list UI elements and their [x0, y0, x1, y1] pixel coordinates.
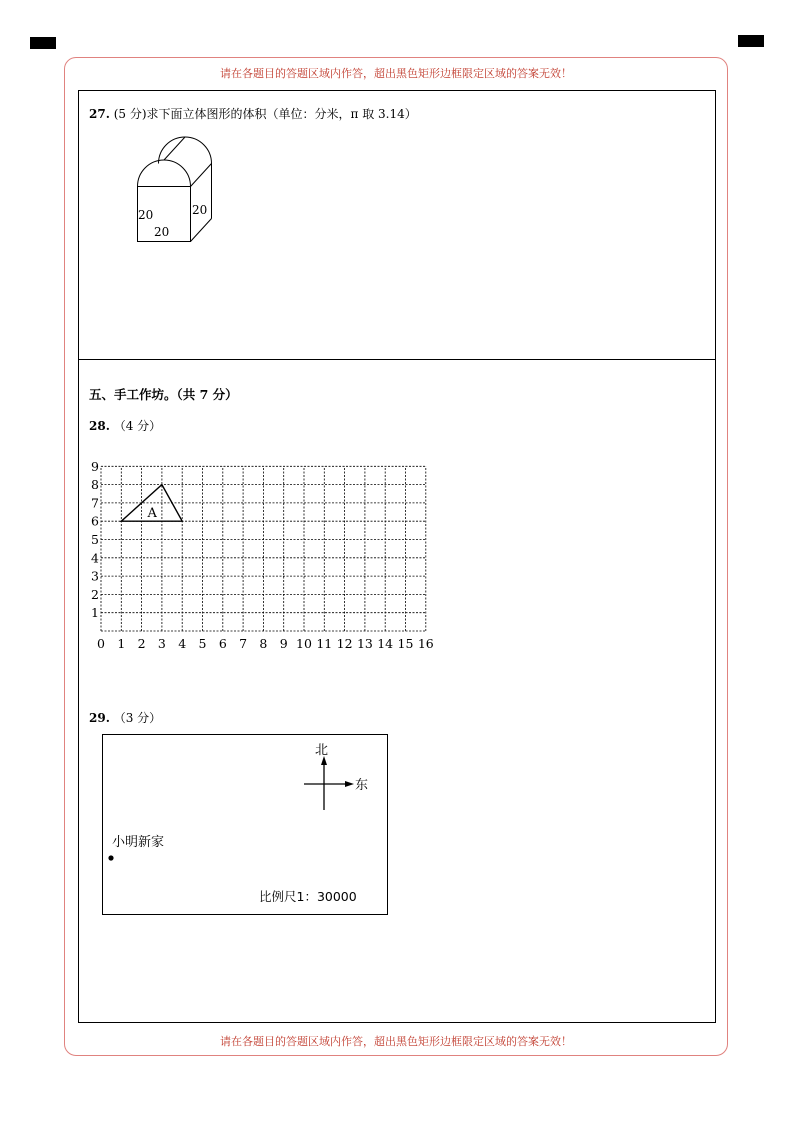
- compass-north-label: 北: [315, 743, 329, 758]
- q28-points: （4 分）: [113, 419, 162, 433]
- q27-number: 27.: [89, 107, 110, 121]
- top-edge: [164, 137, 185, 160]
- q29-number: 29.: [89, 711, 110, 725]
- x-tick-label: 10: [296, 636, 312, 651]
- x-tick-label: 14: [377, 636, 394, 651]
- y-tick-label: 1: [91, 605, 99, 621]
- y-tick-label: 9: [91, 458, 99, 474]
- y-tick-label: 6: [91, 513, 99, 529]
- x-tick-label: 0: [97, 636, 105, 651]
- y-tick-label: 8: [91, 477, 99, 493]
- x-tick-label: 6: [218, 636, 227, 651]
- dim-depth: 20: [192, 203, 208, 217]
- x-tick-label: 13: [356, 636, 373, 651]
- dim-width: 20: [154, 225, 170, 239]
- x-tick-label: 2: [137, 636, 146, 651]
- q29-points: （3 分）: [113, 711, 162, 725]
- q29-map: [102, 734, 391, 916]
- east-arrow-icon: [345, 781, 354, 787]
- q27-header: [89, 105, 417, 122]
- x-tick-label: 3: [157, 636, 166, 651]
- y-tick-label: 4: [91, 550, 99, 566]
- q27-solid-figure: [129, 121, 269, 251]
- corner-mark-left: [30, 37, 56, 49]
- q27-text: (5 分)求下面立体图形的体积（单位：分米，π 取 3.14）: [113, 107, 417, 121]
- map-scale: 比例尺1：30000: [259, 889, 357, 904]
- compass-east-label: 东: [355, 778, 369, 793]
- x-tick-label: 8: [259, 636, 268, 651]
- y-tick-label: 3: [91, 568, 99, 584]
- y-tick-label: 5: [91, 532, 99, 547]
- x-tick-label: 1: [117, 636, 126, 651]
- q28-header: [89, 417, 161, 434]
- q29-header: [89, 709, 161, 726]
- side-edge-bottom: [191, 219, 212, 242]
- side-edge-top: [191, 164, 212, 187]
- front-arc: [138, 160, 191, 187]
- x-tick-label: 7: [239, 636, 248, 651]
- x-tick-label: 11: [316, 636, 333, 651]
- answer-box: [78, 90, 716, 1023]
- triangle-label: A: [147, 506, 157, 521]
- section5-title: 五、手工作坊。（共 7 分）: [89, 387, 238, 402]
- q28-grid: [89, 451, 449, 656]
- home-label: 小明新家: [112, 835, 165, 850]
- x-tick-label: 4: [178, 636, 187, 651]
- y-tick-label: 2: [91, 586, 99, 602]
- top-notice: 请在各题目的答题区域内作答，超出黑色矩形边框限定区域的答案无效！: [220, 67, 572, 80]
- section-divider: [79, 359, 715, 360]
- q28-number: 28.: [89, 419, 110, 433]
- x-tick-label: 15: [397, 636, 414, 651]
- home-point: [108, 855, 113, 860]
- map-frame: [103, 735, 388, 915]
- dim-height: 20: [138, 208, 154, 222]
- back-arc: [159, 137, 212, 164]
- x-tick-label: 12: [336, 636, 353, 651]
- corner-mark-right: [738, 35, 764, 47]
- x-tick-label: 5: [198, 636, 207, 651]
- bottom-notice: 请在各题目的答题区域内作答，超出黑色矩形边框限定区域的答案无效！: [220, 1035, 572, 1048]
- x-tick-label: 16: [417, 636, 434, 651]
- y-tick-label: 7: [91, 495, 99, 511]
- x-tick-label: 9: [279, 636, 288, 651]
